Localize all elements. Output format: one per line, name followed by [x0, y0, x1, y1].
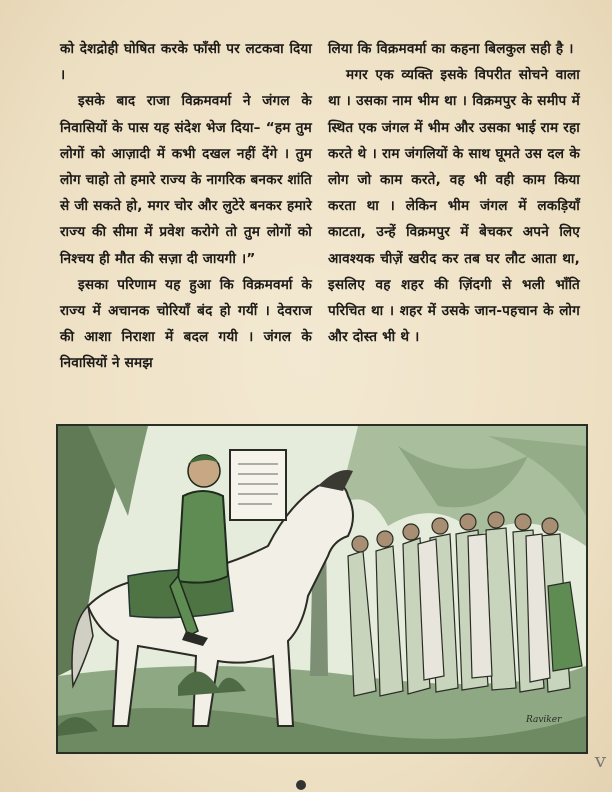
text-column-right	[328, 36, 580, 350]
paragraph: मगर एक व्यक्ति इसके विपरीत सोचने वाला था । उसका नाम भीम था । विक्रमपुर के समीप में स्थित एक जंगल में भीम और उसका भाई राम रहा करते थे । राम जंगलियों के साथ घूमते उस दल के लोग जो काम करते, वह भी वही काम किया करता था । लेकिन भीम जंगल में लकड़ियाँ काटता, उन्हें विक्रमपुर में बेचकर अपने लिए आवश्यक चीज़ें खरीद कर तब घर लौट आता था, इसलिए वह शहर की ज़िंदगी से भली भाँति परिचित था । शहर में उसके जान-पहचान के लोग और दोस्त भी थे ।	[328, 67, 580, 346]
story-illustration	[56, 424, 588, 754]
horseman-and-villagers-drawing	[58, 426, 586, 752]
paragraph: लिया कि विक्रमवर्मा का कहना बिलकुल सही है ।	[328, 41, 574, 57]
paragraph: इसके बाद राजा विक्रमवर्मा ने जंगल के निवासियों के पास यह संदेश भेज दिया– “हम तुम लोगों को आज़ादी में कभी दखल नहीं देंगे । तुम लोग चाहो तो हमारे राज्य के नागरिक बनकर शांति से जी सकते हो, मगर चोर और लुटेरे बनकर हमारे राज्य की सीमा में प्रवेश करोगे तो तुम लोगों को निश्चय ही मौत की सज़ा दी जायगी ।”	[60, 93, 312, 267]
paragraph: इसका परिणाम यह हुआ कि विक्रमवर्मा के राज्य में अचानक चोरियाँ बंद हो गयीं । देवराज की आशा निराशा में बदल गयी । जंगल के निवासियों ने समझ	[60, 276, 312, 372]
bottom-dot	[296, 780, 306, 790]
text-column-left	[60, 36, 312, 377]
paragraph: को देशद्रोही घोषित करके फाँसी पर लटकवा दिया ।	[60, 41, 312, 84]
page-corner-mark: v	[594, 748, 606, 772]
villagers-group	[348, 512, 582, 696]
royal-scroll	[230, 450, 286, 520]
artist-signature: Raviker	[526, 715, 562, 725]
